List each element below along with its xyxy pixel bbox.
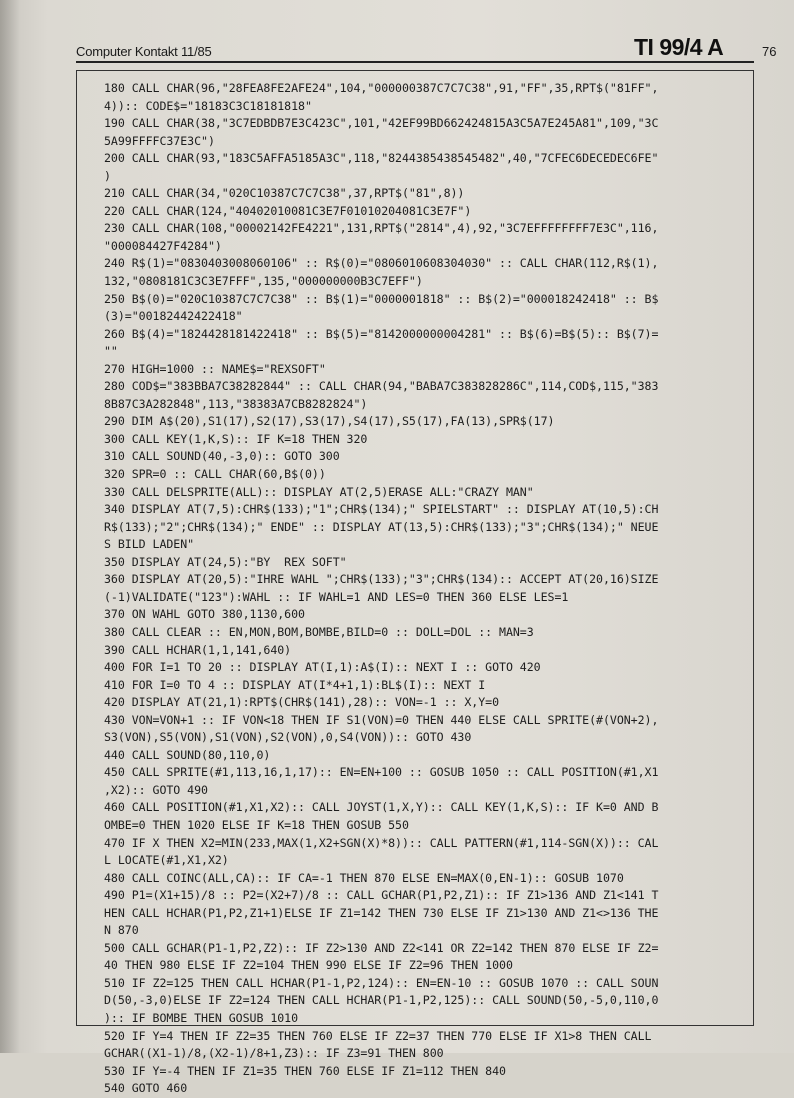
code-line: 300 CALL KEY(1,K,S):: IF K=18 THEN 320	[104, 431, 368, 446]
code-line: 5A99FFFFC37E3C")	[104, 133, 215, 148]
code-line: 340 DISPLAY AT(7,5):CHR$(133);"1";CHR$(134);" SPIELSTART" :: DISPLAY AT(10,5):CH	[104, 502, 659, 517]
code-line: ,X2):: GOTO 490	[104, 782, 208, 797]
code-line: 220 CALL CHAR(124,"40402010081C3E7F01010204081C3E7F")	[104, 203, 472, 218]
code-line: 280 COD$="383BBA7C38282844" :: CALL CHAR(94,"BABA7C383828286C",114,COD$,115,"383	[104, 379, 659, 394]
code-line: 460 CALL POSITION(#1,X1,X2):: CALL JOYST(1,X,Y):: CALL KEY(1,K,S):: IF K=0 AND B	[104, 800, 659, 815]
code-line: 390 CALL HCHAR(1,1,141,640)	[104, 642, 292, 657]
code-line: 520 IF Y=4 THEN IF Z2=35 THEN 760 ELSE IF Z2=37 THEN 770 ELSE IF X1>8 THEN CALL	[104, 1028, 652, 1043]
code-line: 380 CALL CLEAR :: EN,MON,BOM,BOMBE,BILD=0 :: DOLL=DOL :: MAN=3	[104, 624, 534, 639]
code-line: 290 DIM A$(20),S1(17),S2(17),S3(17),S4(17),S5(17),FA(13),SPR$(17)	[104, 414, 555, 429]
page-number: 76	[762, 44, 777, 59]
code-line: 400 FOR I=1 TO 20 :: DISPLAY AT(I,1):A$(I):: NEXT I :: GOTO 420	[104, 660, 541, 675]
basic-listing	[104, 80, 764, 1098]
code-line: ):: IF BOMBE THEN GOSUB 1010	[104, 1010, 299, 1025]
code-line: HEN CALL HCHAR(P1,P2,Z1+1)ELSE IF Z1=142 THEN 730 ELSE IF Z1>130 AND Z1<>136 THE	[104, 905, 659, 920]
binding-shadow	[0, 0, 20, 1053]
code-line: 450 CALL SPRITE(#1,113,16,1,17):: EN=EN+100 :: GOSUB 1050 :: CALL POSITION(#1,X1	[104, 765, 659, 780]
code-line: 320 SPR=0 :: CALL CHAR(60,B$(0))	[104, 467, 326, 482]
code-line: R$(133);"2";CHR$(134);" ENDE" :: DISPLAY AT(13,5):CHR$(133);"3";CHR$(134);" NEUE	[104, 519, 659, 534]
code-line: 430 VON=VON+1 :: IF VON<18 THEN IF S1(VON)=0 THEN 440 ELSE CALL SPRITE(#(VON+2),	[104, 712, 659, 727]
code-line: ""	[104, 344, 118, 359]
code-line: 370 ON WAHL GOTO 380,1130,600	[104, 607, 305, 622]
code-line: D(50,-3,0)ELSE IF Z2=124 THEN CALL HCHAR(P1-1,P2,125):: CALL SOUND(50,-5,0,110,0	[104, 993, 659, 1008]
code-line: )	[104, 168, 111, 183]
code-line: 480 CALL COINC(ALL,CA):: IF CA=-1 THEN 870 ELSE EN=MAX(0,EN-1):: GOSUB 1070	[104, 870, 624, 885]
code-line: N 870	[104, 923, 139, 938]
code-line: 4)):: CODE$="18183C3C18181818"	[104, 98, 312, 113]
publication-title: Computer Kontakt 11/85	[76, 44, 212, 59]
code-line: 530 IF Y=-4 THEN IF Z1=35 THEN 760 ELSE IF Z1=112 THEN 840	[104, 1063, 506, 1078]
code-line: 360 DISPLAY AT(20,5):"IHRE WAHL ";CHR$(133);"3";CHR$(134):: ACCEPT AT(20,16)SIZE	[104, 572, 659, 587]
code-line: 8B87C3A282848",113,"38383A7CB8282824")	[104, 396, 368, 411]
code-line: S BILD LADEN"	[104, 537, 195, 552]
code-line: 470 IF X THEN X2=MIN(233,MAX(1,X2+SGN(X)*8)):: CALL PATTERN(#1,114-SGN(X)):: CAL	[104, 835, 659, 850]
code-line: 190 CALL CHAR(38,"3C7EDBDB7E3C423C",101,"42EF99BD662424815A3C5A7E245A81",109,"3C	[104, 116, 659, 131]
code-line: 250 B$(0)="020C10387C7C7C38" :: B$(1)="0000001818" :: B$(2)="000018242418" :: B$	[104, 291, 659, 306]
brand-title: TI 99/4 A	[634, 34, 724, 60]
code-line: 500 CALL GCHAR(P1-1,P2,Z2):: IF Z2>130 AND Z2<141 OR Z2=142 THEN 870 ELSE IF Z2=	[104, 940, 659, 955]
code-line: 330 CALL DELSPRITE(ALL):: DISPLAY AT(2,5)ERASE ALL:"CRAZY MAN"	[104, 484, 534, 499]
code-line: 240 R$(1)="0830403008060106" :: R$(0)="0806010608304030" :: CALL CHAR(112,R$(1),	[104, 256, 659, 271]
code-line: 420 DISPLAY AT(21,1):RPT$(CHR$(141),28):: VON=-1 :: X,Y=0	[104, 695, 500, 710]
code-line: 490 P1=(X1+15)/8 :: P2=(X2+7)/8 :: CALL GCHAR(P1,P2,Z1):: IF Z1>136 AND Z1<141 T	[104, 888, 659, 903]
header-rule	[76, 61, 754, 63]
code-line: 132,"0808181C3C3E7FFF",135,"000000000B3C7EFF")	[104, 274, 423, 289]
code-line: 440 CALL SOUND(80,110,0)	[104, 747, 271, 762]
code-line: 510 IF Z2=125 THEN CALL HCHAR(P1-1,P2,124):: EN=EN-10 :: GOSUB 1070 :: CALL SOUN	[104, 975, 659, 990]
code-line: L LOCATE(#1,X1,X2)	[104, 853, 229, 868]
code-line: 40 THEN 980 ELSE IF Z2=104 THEN 990 ELSE IF Z2=96 THEN 1000	[104, 958, 513, 973]
code-line: (-1)VALIDATE("123"):WAHL :: IF WAHL=1 AND LES=0 THEN 360 ELSE LES=1	[104, 589, 569, 604]
code-line: 180 CALL CHAR(96,"28FEA8FE2AFE24",104,"000000387C7C7C38",91,"FF",35,RPT$("81FF",	[104, 81, 659, 95]
code-line: 540 GOTO 460	[104, 1081, 188, 1096]
code-line: 350 DISPLAY AT(24,5):"BY REX SOFT"	[104, 554, 347, 569]
code-line: OMBE=0 THEN 1020 ELSE IF K=18 THEN GOSUB 550	[104, 817, 409, 832]
code-line: 260 B$(4)="1824428181422418" :: B$(5)="8142000000004281" :: B$(6)=B$(5):: B$(7)=	[104, 326, 659, 341]
code-line: 410 FOR I=0 TO 4 :: DISPLAY AT(I*4+1,1):BL$(I):: NEXT I	[104, 677, 486, 692]
code-line: S3(VON),S5(VON),S1(VON),S2(VON),0,S4(VON)):: GOTO 430	[104, 730, 472, 745]
code-line: 230 CALL CHAR(108,"00002142FE4221",131,RPT$("2814",4),92,"3C7EFFFFFFFF7E3C",116,	[104, 221, 659, 236]
code-line: "000084427F4284")	[104, 238, 222, 253]
code-line: 200 CALL CHAR(93,"183C5AFFA5185A3C",118,"8244385438545482",40,"7CFEC6DECEDEC6FE"	[104, 151, 659, 166]
code-line: 270 HIGH=1000 :: NAME$="REXSOFT"	[104, 361, 326, 376]
code-line: 210 CALL CHAR(34,"020C10387C7C7C38",37,RPT$("81",8))	[104, 186, 465, 201]
code-line: (3)="00182442422418"	[104, 309, 243, 324]
code-line: GCHAR((X1-1)/8,(X2-1)/8+1,Z3):: IF Z3=91 THEN 800	[104, 1046, 444, 1061]
code-line: 310 CALL SOUND(40,-3,0):: GOTO 300	[104, 449, 340, 464]
